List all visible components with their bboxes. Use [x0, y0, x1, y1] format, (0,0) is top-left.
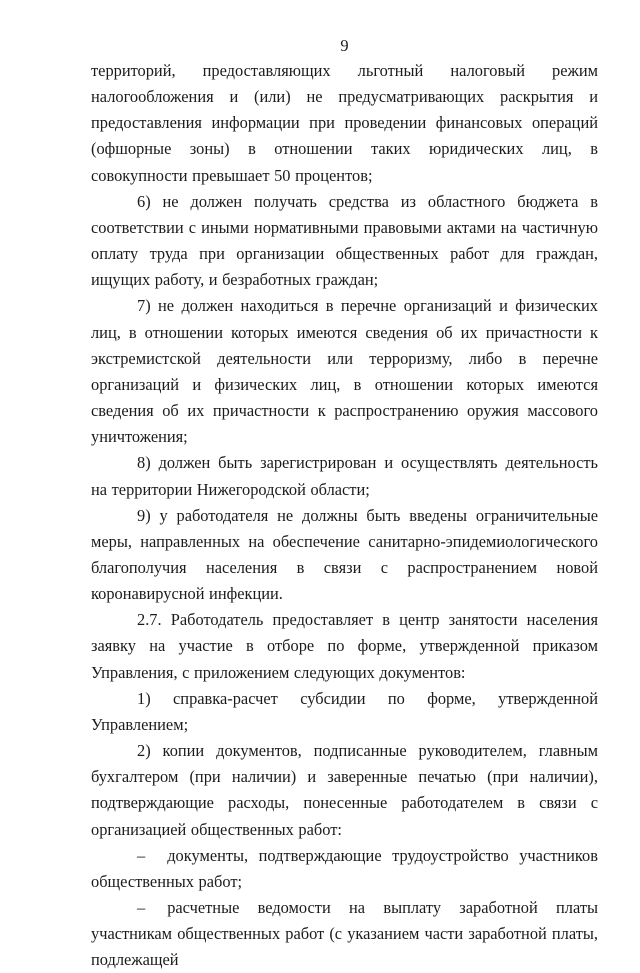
- paragraph: [91, 58, 598, 189]
- paragraph-text: 2.7. Работодатель предоставляет в центр занятости населения заявку на участие в отборе по форме, утвержденной приказом Управления, с приложением следующих документов:: [91, 610, 598, 682]
- paragraph: [91, 450, 598, 502]
- dash-list-item: [91, 843, 598, 895]
- paragraph-text: 6) не должен получать средства из областного бюджета в соответствии с иными нормативными правовыми актами на частичную оплату труда при организации общественных работ для граждан, ищущих работу, и безработных граждан;: [91, 191, 598, 290]
- document-body: [91, 58, 598, 973]
- paragraph-text: 8) должен быть зарегистрирован и осуществлять деятельность на территории Нижегородской области;: [91, 453, 598, 499]
- paragraph: [91, 738, 598, 843]
- paragraph-text: 2) копии документов, подписанные руководителем, главным бухгалтером (при наличии) и заверенные печатью (при наличии), подтверждающие расходы, понесенные работодателем в связи с организацией общественных работ:: [91, 741, 598, 839]
- paragraph: [91, 293, 598, 450]
- paragraph-text: документы, подтверждающие трудоустройство участников общественных работ;: [91, 845, 598, 891]
- paragraph: [91, 686, 598, 738]
- paragraph-text: 7) не должен находиться в перечне организаций и физических лиц, в отношении которых имеются сведения об их причастности к экстремистской деятельности или терроризму, либо в перечне организаций и физических лиц, в отношении которых имеются сведения об их причастности к распространению оружия массового уничтожения;: [91, 296, 598, 447]
- dash-list-item: [91, 895, 598, 973]
- paragraph-text: 9) у работодателя не должны быть введены ограничительные меры, направленных на обеспечение санитарно-эпидемиологического благополучия населения в связи с распространением новой коронавирусной инфекции.: [91, 505, 598, 604]
- dash-marker: –: [137, 845, 146, 865]
- paragraph-text: расчетные ведомости на выплату заработной платы участникам общественных работ (с указанием части заработной платы, подлежащей: [91, 898, 598, 970]
- paragraph-text: 1) справка-расчет субсидии по форме, утвержденной Управлением;: [91, 688, 598, 734]
- paragraph: [91, 189, 598, 294]
- paragraph: [91, 503, 598, 608]
- dash-marker: –: [137, 898, 146, 917]
- page-number: 9: [340, 36, 349, 55]
- paragraph: [91, 607, 598, 685]
- paragraph-text: территорий, предоставляющих льготный налоговый режим налогообложения и (или) не предусматривающих раскрытия и предоставления информации при проведении финансовых операций (офшорные зоны) в отношении таких юридических лиц, в совокупности превышает 50 процентов;: [91, 61, 598, 185]
